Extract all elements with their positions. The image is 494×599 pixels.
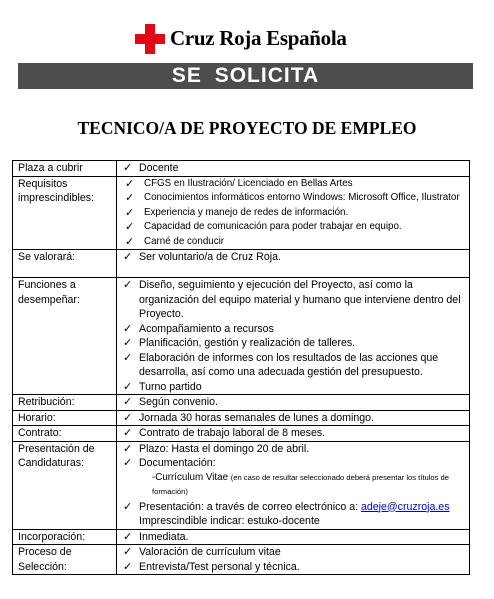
- row-value: [117, 278, 470, 395]
- list-item: ✓ Entrevista/Test personal y técnica.: [122, 560, 465, 575]
- list-item: ✓ Planificación, gestión y realización de talleres.: [122, 336, 465, 351]
- list-item: ✓ Diseño, seguimiento y ejecución del Proyecto, así como la organización del equipo material y humano que interviene dentro del Proyecto.: [122, 278, 465, 322]
- list-item: ✓ Plazo: Hasta el domingo 20 de abril.: [122, 442, 465, 457]
- table-row-retribucion: [13, 395, 470, 411]
- row-value: [117, 176, 470, 250]
- row-label: Se valorará:: [13, 250, 117, 278]
- list-item: ✓ Turno partido: [122, 380, 465, 395]
- row-value: [117, 441, 470, 529]
- table-row-valorara: [13, 250, 470, 278]
- cv-note: (en caso de resultar seleccionado deberá presentar los títulos de formación): [152, 472, 449, 496]
- row-value: [117, 545, 470, 575]
- job-details-table: [12, 160, 470, 575]
- list-item: ✓ Docente: [122, 161, 465, 176]
- row-value: [117, 395, 470, 411]
- list-item: ✓ Según convenio.: [122, 395, 465, 410]
- table-row-contrato: [13, 426, 470, 442]
- table-row-funciones: [13, 278, 470, 395]
- list-item: ✓ Capacidad de comunicación para poder trabajar en equipo.: [122, 220, 465, 235]
- row-label: Incorporación:: [13, 529, 117, 545]
- table-row-horario: [13, 410, 470, 426]
- list-item: ✓ Conocimientos informáticos entorno Windows: Microsoft Office, Ilustrator: [122, 191, 465, 206]
- list-item: ✓ Ser voluntario/a de Cruz Roja.: [122, 250, 465, 265]
- table-row-incorporacion: [13, 529, 470, 545]
- list-item: ✓ Valoración de currículum vitae: [122, 545, 465, 560]
- cv-requirement: [122, 471, 465, 500]
- row-label: Horario:: [13, 410, 117, 426]
- cv-label: -Currículum Vitae: [152, 471, 229, 483]
- list-item: ✓ Jornada 30 horas semanales de lunes a domingo.: [122, 411, 465, 426]
- presentacion-text: Presentación: a través de correo electrónico a:: [139, 500, 361, 513]
- row-value: [117, 410, 470, 426]
- banner-se-solicita: SE SOLICITA: [18, 63, 473, 89]
- row-value: [117, 426, 470, 442]
- list-item: ✓ Documentación:: [122, 456, 465, 471]
- email-link[interactable]: adeje@cruzroja.es: [361, 500, 450, 513]
- row-label: Proceso de Selección:: [13, 545, 117, 575]
- row-value: [117, 161, 470, 177]
- red-cross-icon: [135, 24, 165, 54]
- row-label: Plaza a cubrir: [13, 161, 117, 177]
- header: [0, 18, 494, 58]
- list-item: ✓ Elaboración de informes con los resultados de las acciones que desarrolla, así como una adecuada gestión del presupuesto.: [122, 351, 465, 380]
- table-row-plaza: [13, 161, 470, 177]
- row-label: Retribución:: [13, 395, 117, 411]
- list-item: ✓ Contrato de trabajo laboral de 8 meses.: [122, 426, 465, 441]
- row-value: [117, 250, 470, 278]
- list-item: ✓ Acompañamiento a recursos: [122, 322, 465, 337]
- list-item: ✓ Carné de conducir: [122, 235, 465, 250]
- row-value: [117, 529, 470, 545]
- list-item: [122, 500, 465, 515]
- row-label: Funciones a desempeñar:: [13, 278, 117, 395]
- page-title: TECNICO/A DE PROYECTO DE EMPLEO: [77, 118, 417, 138]
- table-row-proceso: [13, 545, 470, 575]
- row-label: Contrato:: [13, 426, 117, 442]
- list-item: ✓ Inmediata.: [122, 530, 465, 545]
- row-label: Presentación de Candidaturas:: [13, 441, 117, 529]
- list-item: ✓ CFGS en Ilustración/ Licenciado en Bellas Artes: [122, 177, 465, 192]
- imprescindible-text: Impresc​indible indicar: estuko-docente: [139, 515, 320, 527]
- logo-text: Cruz Roja Española: [170, 26, 347, 50]
- row-label: Requisitos imprescindibles:: [13, 176, 117, 250]
- table-row-presentacion: [13, 441, 470, 529]
- list-item: ✓ Experiencia y manejo de redes de información.: [122, 206, 465, 221]
- table-row-requisitos: [13, 176, 470, 250]
